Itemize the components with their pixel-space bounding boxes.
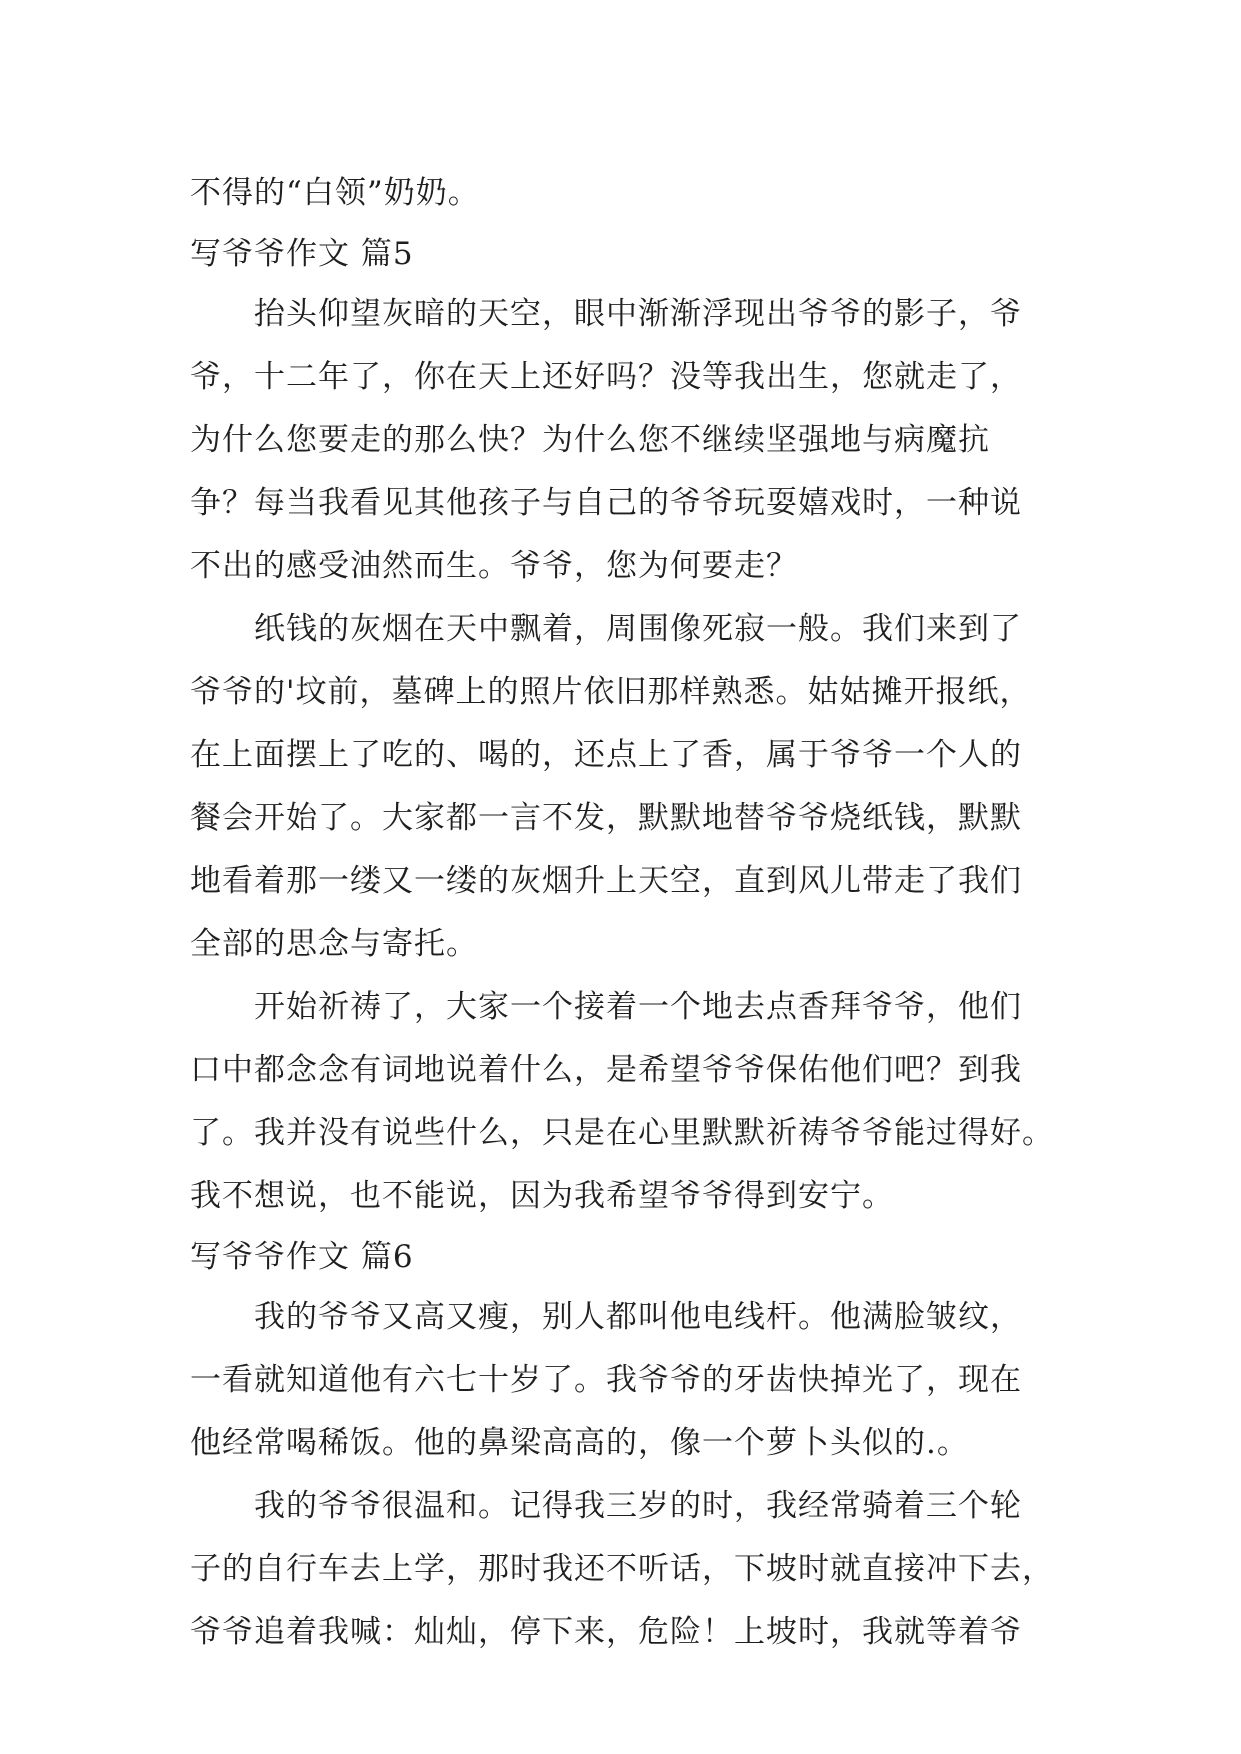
text-line: 全部的思念与寄托。 [190,926,478,962]
text-line: 了。我并没有说些什么，只是在心里默默祈祷爷爷能过得好。 [190,1115,1054,1151]
text-line: 地看着那一缕又一缕的灰烟升上天空，直到风儿带走了我们 [190,863,1022,899]
text-line: 开始祈祷了，大家一个接着一个地去点香拜爷爷，他们 [254,989,1022,1025]
text-line: 我的爷爷又高又瘦，别人都叫他电线杆。他满脸皱纹， [254,1299,1022,1335]
text-line: 不得的“白领”奶奶。 [190,175,480,211]
text-line: 口中都念念有词地说着什么，是希望爷爷保佑他们吧？到我 [190,1052,1022,1088]
text-line: 爷爷追着我喊：灿灿，停下来，危险！上坡时，我就等着爷 [190,1614,1022,1650]
section-heading: 写爷爷作文 篇5 [190,236,414,272]
section-heading: 写爷爷作文 篇6 [190,1239,414,1275]
text-line: 纸钱的灰烟在天中飘着，周围像死寂一般。我们来到了 [254,611,1022,647]
text-line: 抬头仰望灰暗的天空，眼中渐渐浮现出爷爷的影子，爷 [254,296,1022,332]
text-line: 为什么您要走的那么快？为什么您不继续坚强地与病魔抗 [190,422,990,458]
text-line: 餐会开始了。大家都一言不发，默默地替爷爷烧纸钱，默默 [190,800,1022,836]
text-line: 他经常喝稀饭。他的鼻梁高高的，像一个萝卜头似的.。 [190,1425,969,1461]
text-line: 子的自行车去上学，那时我还不听话，下坡时就直接冲下去， [190,1551,1054,1587]
text-line: 我的爷爷很温和。记得我三岁的时，我经常骑着三个轮 [254,1488,1022,1524]
text-line: 在上面摆上了吃的、喝的，还点上了香，属于爷爷一个人的 [190,737,1022,773]
text-line: 一看就知道他有六七十岁了。我爷爷的牙齿快掉光了，现在 [190,1362,1022,1398]
document-body [190,162,1060,1664]
text-line: 争？每当我看见其他孩子与自己的爷爷玩耍嬉戏时，一种说 [190,485,1022,521]
text-line: 我不想说，也不能说，因为我希望爷爷得到安宁。 [190,1178,894,1214]
text-line: 爷爷的'坟前，墓碑上的照片依旧那样熟悉。姑姑摊开报纸， [190,674,1032,710]
text-line: 爷，十二年了，你在天上还好吗？没等我出生，您就走了， [190,359,1022,395]
text-line: 不出的感受油然而生。爷爷，您为何要走？ [190,548,798,584]
